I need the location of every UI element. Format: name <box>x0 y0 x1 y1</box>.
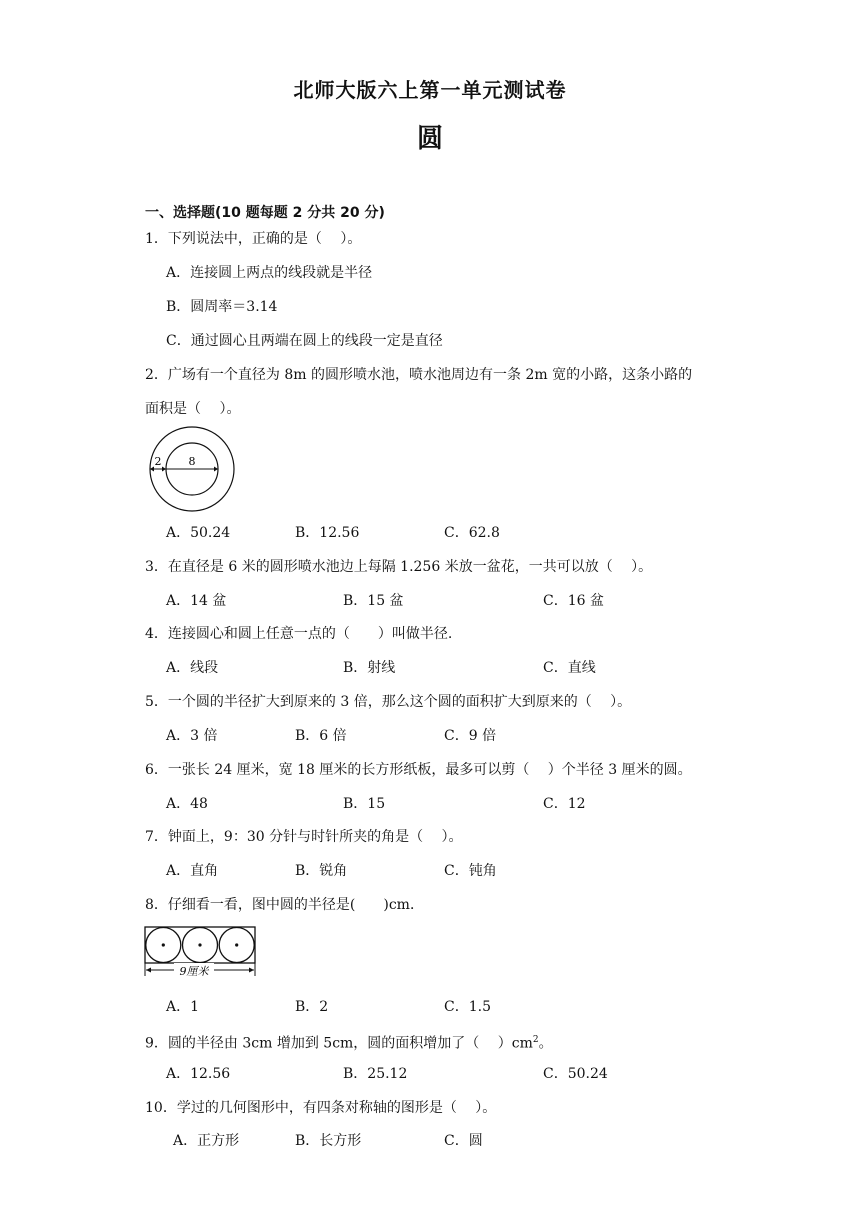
section-heading: 一、选择题(10 题每题 2 分共 20 分) <box>145 205 385 221</box>
question-4-option-b[interactable]: B．射线 <box>343 660 396 676</box>
question-1-stem: 1．下列说法中，正确的是（ ）。 <box>145 231 362 247</box>
question-6-option-a[interactable]: A．48 <box>166 796 208 812</box>
ring-path-figure <box>145 424 241 514</box>
three-circles-figure <box>144 926 258 982</box>
page-title: 北师大版六上第一单元测试卷 <box>293 78 567 102</box>
inner-diameter-label: 8 <box>188 455 196 468</box>
question-6-option-c[interactable]: C．12 <box>543 796 586 812</box>
question-4-option-a[interactable]: A．线段 <box>166 660 219 676</box>
ring-width-label: 2 <box>154 455 162 468</box>
question-9-stem <box>145 1030 553 1054</box>
question-8-option-c[interactable]: C．1.5 <box>444 999 491 1015</box>
question-7-stem: 7．钟面上，9：30 分针与时针所夹的角是（ ）。 <box>145 829 463 845</box>
question-2-option-b[interactable]: B．12.56 <box>295 525 360 541</box>
question-2-stem-line2: 面积是（ ）。 <box>145 401 241 417</box>
question-5-option-b[interactable]: B．6 倍 <box>295 728 347 744</box>
width-label: 9厘米 <box>179 965 209 978</box>
question-9-option-b[interactable]: B．25.12 <box>343 1066 408 1082</box>
question-4-stem: 4．连接圆心和圆上任意一点的（ ）叫做半径. <box>145 626 453 642</box>
question-8-stem: 8．仔细看一看，图中圆的半径是( )cm． <box>145 897 424 913</box>
question-3-option-a[interactable]: A．14 盆 <box>166 593 227 609</box>
question-3-option-b[interactable]: B．15 盆 <box>343 593 404 609</box>
question-1-option-c[interactable]: C．通过圆心且两端在圆上的线段一定是直径 <box>166 333 443 349</box>
question-6-stem: 6．一张长 24 厘米，宽 18 厘米的长方形纸板，最多可以剪（ ）个半径 3 厘米的圆。 <box>145 762 692 778</box>
question-7-option-a[interactable]: A．直角 <box>166 863 219 879</box>
question-9-stem-end: 。 <box>538 1035 553 1052</box>
question-5-option-c[interactable]: C．9 倍 <box>444 728 497 744</box>
question-6-option-b[interactable]: B．15 <box>343 796 386 812</box>
question-1-option-b[interactable]: B．圆周率＝3.14 <box>166 299 278 315</box>
question-4-option-c[interactable]: C．直线 <box>543 660 596 676</box>
question-10-option-b[interactable]: B．长方形 <box>295 1133 362 1149</box>
question-2-option-a[interactable]: A．50.24 <box>166 525 231 541</box>
question-10-option-a[interactable]: A．正方形 <box>173 1133 240 1149</box>
question-10-option-c[interactable]: C．圆 <box>444 1133 483 1149</box>
question-7-option-c[interactable]: C．钝角 <box>444 863 497 879</box>
page-subtitle: 圆 <box>416 124 443 154</box>
question-2-option-c[interactable]: C．62.8 <box>444 525 500 541</box>
question-5-stem: 5．一个圆的半径扩大到原来的 3 倍，那么这个圆的面积扩大到原来的（ ）。 <box>145 694 632 710</box>
question-10-stem: 10．学过的几何图形中，有四条对称轴的图形是（ ）。 <box>145 1100 497 1116</box>
question-1-option-a[interactable]: A．连接圆上两点的线段就是半径 <box>166 265 373 281</box>
question-3-option-c[interactable]: C．16 盆 <box>543 593 604 609</box>
question-2-stem-line1: 2．广场有一个直径为 8m 的圆形喷水池，喷水池周边有一条 2m 宽的小路，这条小路的 <box>145 367 693 383</box>
question-9-option-a[interactable]: A．12.56 <box>166 1066 231 1082</box>
question-9-stem-text: 9．圆的半径由 3cm 增加到 5cm，圆的面积增加了（ ）cm <box>145 1035 533 1052</box>
question-7-option-b[interactable]: B．锐角 <box>295 863 348 879</box>
question-8-option-b[interactable]: B．2 <box>295 999 329 1015</box>
question-5-option-a[interactable]: A．3 倍 <box>166 728 218 744</box>
question-3-stem: 3．在直径是 6 米的圆形喷水池边上每隔 1.256 米放一盆花，一共可以放（ ）。 <box>145 559 653 575</box>
question-9-stem-superscript: 2 <box>532 1035 539 1045</box>
question-9-option-c[interactable]: C．50.24 <box>543 1066 608 1082</box>
question-8-option-a[interactable]: A．1 <box>166 999 200 1015</box>
